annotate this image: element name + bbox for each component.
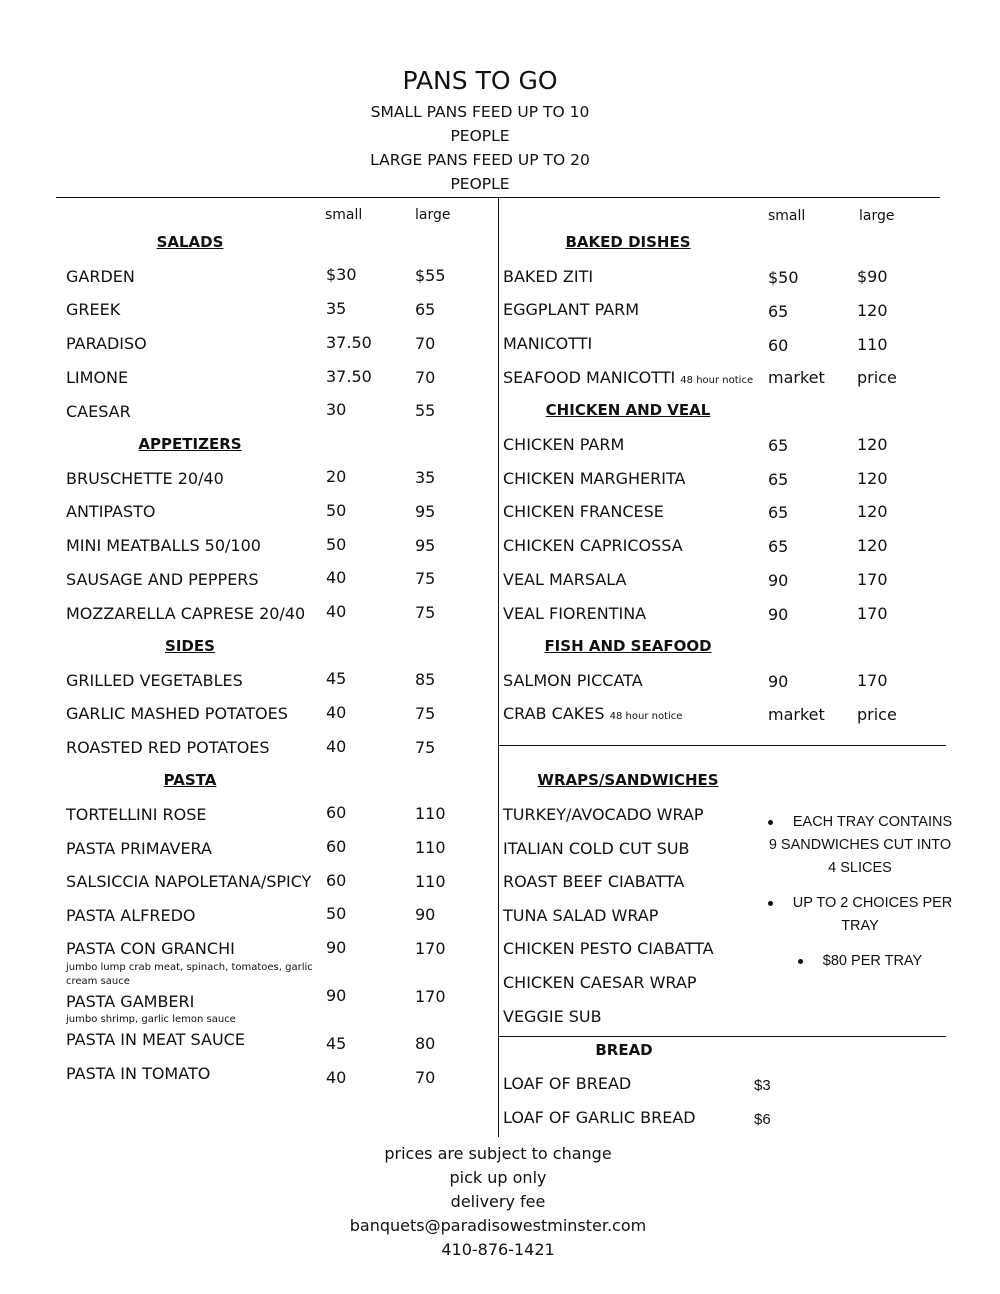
section-title-salads: SALADS: [156, 233, 224, 251]
menu-item-name: CHICKEN CAPRICOSSA: [503, 536, 683, 555]
price-small: 65: [768, 470, 789, 489]
price-small: 37.50: [326, 367, 372, 386]
tray-info-text: UP TO 2 CHOICES PER: [792, 895, 953, 911]
price-small: 40: [326, 737, 347, 756]
section-title-pasta: PASTA: [163, 771, 217, 789]
price-large: 110: [415, 804, 446, 823]
tray-info-1: [744, 811, 976, 880]
right-rule-wraps: [499, 745, 946, 746]
menu-item-name: BAKED ZITI: [503, 267, 594, 286]
footer-email: banquets@paradisowestminster.com: [349, 1216, 647, 1235]
price-small: 60: [326, 837, 347, 856]
price-large: 120: [857, 502, 888, 521]
price-large: 70: [415, 1068, 436, 1087]
menu-item-name: VEGGIE SUB: [503, 1007, 602, 1026]
price-small: market: [768, 705, 825, 724]
menu-item-name: MANICOTTI: [503, 334, 593, 353]
price-large: $90: [857, 267, 888, 286]
menu-item-name: ANTIPASTO: [66, 502, 156, 521]
menu-item-name: CHICKEN PESTO CIABATTA: [503, 939, 714, 958]
menu-item-name: LOAF OF GARLIC BREAD: [503, 1108, 696, 1127]
section-title-fish-and-seafood: FISH AND SEAFOOD: [544, 637, 712, 655]
menu-item-name: SALMON PICCATA: [503, 671, 643, 690]
price-small: 90: [326, 938, 347, 957]
menu-item-name: MINI MEATBALLS 50/100: [66, 536, 261, 555]
price-small: market: [768, 368, 825, 387]
footer-note: prices are subject to change: [384, 1144, 612, 1163]
price-large: 70: [415, 334, 436, 353]
price-large: 95: [415, 536, 436, 555]
price-large: 170: [415, 939, 446, 958]
price-small: 90: [768, 571, 789, 590]
price-small: 60: [768, 336, 789, 355]
menu-item-description: cream sauce: [66, 976, 130, 987]
menu-item-name: BRUSCHETTE 20/40: [66, 469, 224, 488]
price-large: 75: [415, 603, 436, 622]
section-title-chicken-and-veal: CHICKEN AND VEAL: [545, 401, 711, 419]
menu-item-name: EGGPLANT PARM: [503, 300, 640, 319]
header-line: PEOPLE: [450, 127, 510, 145]
tray-info-text: EACH TRAY CONTAINS: [792, 814, 953, 830]
price-large: 80: [415, 1034, 436, 1053]
menu-item-name: PASTA PRIMAVERA: [66, 839, 212, 858]
price-large: 170: [857, 570, 888, 589]
price-small: 60: [326, 871, 347, 890]
menu-item-name: PARADISO: [66, 334, 147, 353]
page-title: PANS TO GO: [402, 66, 558, 95]
price-small: 35: [326, 299, 347, 318]
tray-info-text: 4 SLICES: [828, 860, 892, 876]
menu-item-description: jumbo lump crab meat, spinach, tomatoes, garlic: [66, 962, 313, 973]
price-large: 85: [415, 670, 436, 689]
price-small: 40: [326, 1068, 347, 1087]
menu-item-name: PASTA IN MEAT SAUCE: [66, 1030, 245, 1049]
menu-item-name: ITALIAN COLD CUT SUB: [503, 839, 690, 858]
price-small: 90: [326, 986, 347, 1005]
menu-item-name: ROASTED RED POTATOES: [66, 738, 270, 757]
footer-note: delivery fee: [450, 1192, 546, 1211]
col-header-large: large: [415, 207, 451, 223]
price-small: 20: [326, 467, 347, 486]
menu-item-name: PASTA CON GRANCHI: [66, 939, 235, 958]
header-line: LARGE PANS FEED UP TO 20: [370, 151, 590, 169]
bullet-icon: [768, 901, 773, 906]
menu-item-name: [503, 368, 753, 387]
price-small: 65: [768, 537, 789, 556]
menu-item-label: CRAB CAKES: [503, 704, 605, 723]
bullet-icon: [798, 959, 803, 964]
price-small: 90: [768, 605, 789, 624]
price-small: 40: [326, 568, 347, 587]
price-large: 110: [857, 335, 888, 354]
price-large: 110: [415, 838, 446, 857]
notice-label: 48 hour notice: [609, 711, 683, 722]
price-small: 30: [326, 400, 347, 419]
menu-item-name: PASTA ALFREDO: [66, 906, 196, 925]
price-large: 120: [857, 435, 888, 454]
price-small: 50: [326, 904, 347, 923]
menu-item-name: LIMONE: [66, 368, 129, 387]
price-large: 75: [415, 704, 436, 723]
price-small: $50: [768, 268, 799, 287]
price-small: 65: [768, 436, 789, 455]
price-large: 35: [415, 468, 436, 487]
price-small: 90: [768, 672, 789, 691]
price-large: 75: [415, 569, 436, 588]
price-small: 45: [326, 669, 347, 688]
price-small: 40: [326, 703, 347, 722]
tray-info-text: $80 PER TRAY: [822, 953, 923, 969]
menu-item-name: PASTA IN TOMATO: [66, 1064, 211, 1083]
price-large: 120: [857, 301, 888, 320]
price-large: 75: [415, 738, 436, 757]
price: $6: [754, 1111, 771, 1128]
price-small: 60: [326, 803, 347, 822]
price-small: 50: [326, 501, 347, 520]
menu-item-name: ROAST BEEF CIABATTA: [503, 872, 685, 891]
price-large: 170: [857, 604, 888, 623]
header-line: SMALL PANS FEED UP TO 10: [370, 103, 590, 121]
right-rule-bread: [499, 1036, 946, 1037]
menu-item-name: SALSICCIA NAPOLETANA/SPICY: [66, 872, 312, 891]
menu-item-name: VEAL FIORENTINA: [503, 604, 647, 623]
menu-item-description: jumbo shrimp, garlic lemon sauce: [66, 1014, 236, 1025]
price-small: 40: [326, 602, 347, 621]
footer-note: pick up only: [449, 1168, 547, 1187]
tray-info-3: [744, 950, 976, 973]
price-large: price: [857, 705, 897, 724]
price-large: 170: [415, 987, 446, 1006]
section-title-bread: BREAD: [595, 1041, 653, 1059]
col-header-small: small: [325, 207, 363, 223]
price-small: 45: [326, 1034, 347, 1053]
price-large: 90: [415, 905, 436, 924]
menu-item-name: GARLIC MASHED POTATOES: [66, 704, 288, 723]
notice-label: 48 hour notice: [680, 375, 754, 386]
menu-item-name: GARDEN: [66, 267, 135, 286]
menu-item-name: SAUSAGE AND PEPPERS: [66, 570, 259, 589]
price-large: 120: [857, 536, 888, 555]
menu-item-name: GRILLED VEGETABLES: [66, 671, 243, 690]
menu-item-name: TUNA SALAD WRAP: [503, 906, 659, 925]
col-header-small: small: [768, 208, 806, 224]
price-large: 65: [415, 300, 436, 319]
section-title-baked-dishes: BAKED DISHES: [565, 233, 691, 251]
menu-item-name: GREEK: [66, 300, 121, 319]
price-small: 65: [768, 503, 789, 522]
section-title-appetizers: APPETIZERS: [138, 435, 242, 453]
menu-item-name: VEAL MARSALA: [503, 570, 627, 589]
price-large: 170: [857, 671, 888, 690]
tray-info-text: 9 SANDWICHES CUT INTO: [768, 837, 952, 853]
menu-item-name: CHICKEN CAESAR WRAP: [503, 973, 697, 992]
price-large: 95: [415, 502, 436, 521]
price-large: 55: [415, 401, 436, 420]
price-small: 65: [768, 302, 789, 321]
price: $3: [754, 1077, 771, 1094]
price-small: 37.50: [326, 333, 372, 352]
menu-item-name: MOZZARELLA CAPRESE 20/40: [66, 604, 306, 623]
menu-item-name: CHICKEN PARM: [503, 435, 625, 454]
menu-item-label: SEAFOOD MANICOTTI: [503, 368, 676, 387]
menu-item-name: LOAF OF BREAD: [503, 1074, 632, 1093]
menu-item-name: CAESAR: [66, 402, 131, 421]
price-large: 120: [857, 469, 888, 488]
menu-item-name: CHICKEN MARGHERITA: [503, 469, 686, 488]
menu-item-name: TORTELLINI ROSE: [66, 805, 207, 824]
menu-item-name: [503, 704, 682, 723]
menu-item-name: PASTA GAMBERI: [66, 992, 195, 1011]
price-small: 50: [326, 535, 347, 554]
center-divider: [498, 197, 499, 1137]
price-large: price: [857, 368, 897, 387]
menu-item-name: CHICKEN FRANCESE: [503, 502, 664, 521]
section-title-sides: SIDES: [165, 637, 215, 655]
tray-info-2: [744, 892, 976, 938]
footer-phone: 410-876-1421: [441, 1240, 555, 1259]
col-header-large: large: [859, 208, 895, 224]
tray-info-text: TRAY: [841, 918, 879, 934]
price-large: $55: [415, 266, 446, 285]
bullet-icon: [768, 820, 773, 825]
menu-item-name: TURKEY/AVOCADO WRAP: [503, 805, 704, 824]
price-large: 70: [415, 368, 436, 387]
price-small: $30: [326, 265, 357, 284]
section-title-wraps-sandwiches: WRAPS/SANDWICHES: [537, 771, 719, 789]
price-large: 110: [415, 872, 446, 891]
header-line: PEOPLE: [450, 175, 510, 193]
